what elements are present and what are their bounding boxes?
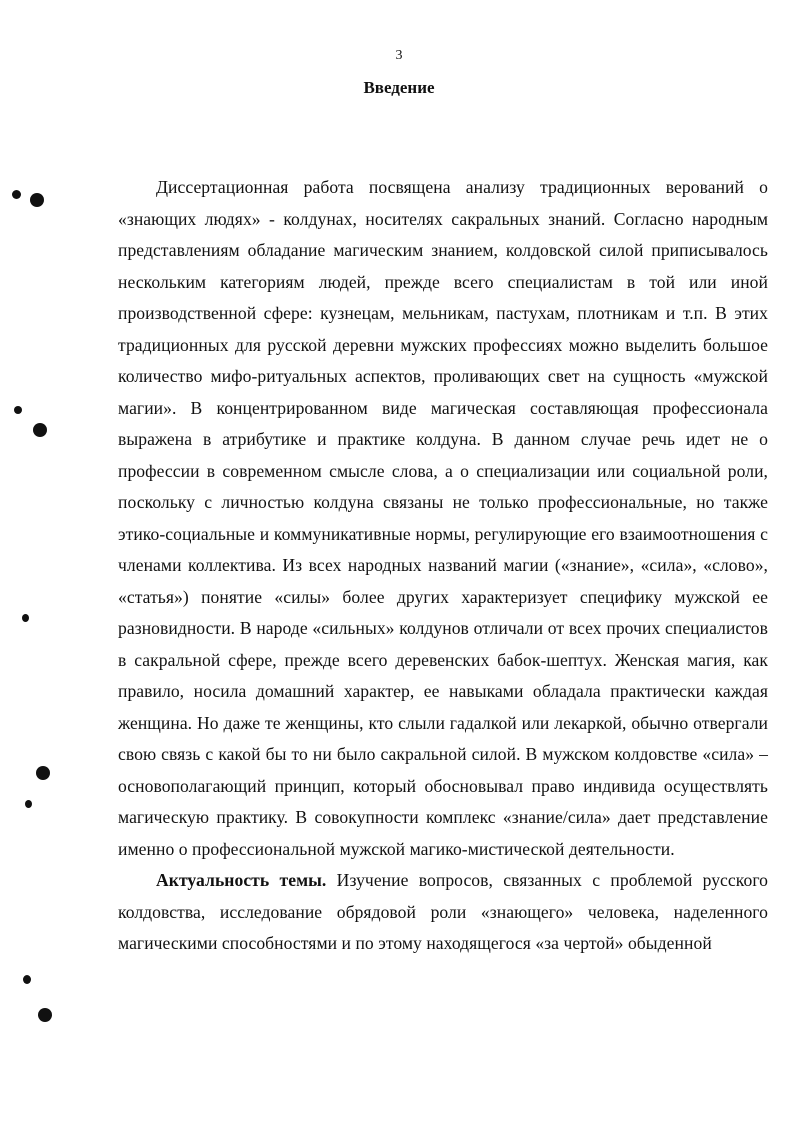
- page-number: 3: [395, 48, 403, 63]
- scan-mark: [14, 406, 22, 414]
- scan-mark: [38, 1008, 52, 1022]
- scan-mark: [25, 800, 32, 808]
- scan-mark: [23, 975, 31, 984]
- scan-mark: [30, 193, 44, 207]
- paragraph-lead-bold: Актуальность темы.: [156, 870, 327, 890]
- section-heading: Введение: [363, 78, 435, 97]
- body-text: [118, 172, 768, 960]
- scan-mark: [33, 423, 47, 437]
- paragraph-relevance: [118, 865, 768, 960]
- paragraph-relevance-text: Изучение вопросов, связанных с проблемой русского колдовства, исследование обрядовой роли «знающего» человека, наделенного магическими способностями и по этому находящегося «за чертой» обыденной: [118, 870, 768, 953]
- scan-mark: [12, 190, 21, 199]
- scan-mark: [22, 614, 29, 622]
- scan-mark: [36, 766, 50, 780]
- paragraph-intro: Диссертационная работа посвящена анализу традиционных верований о «знающих людях» - колдунах, носителях сакральных знаний. Согласно народным представлениям обладание магическим знанием, колдовской силой приписывалось нескольким категориям людей, прежде всего специалистам в той или иной производственной сфере: кузнецам, мельникам, пастухам, плотникам и т.п. В этих традиционных для русской деревни мужских профессиях можно выделить большое количество мифо-ритуальных аспектов, проливающих свет на сущность «мужской магии». В концентрированном виде магическая составляющая профессионала выражена в атрибутике и практике колдуна. В данном случае речь идет не о профессии в современном смысле слова, а о специализации или социальной роли, поскольку с личностью колдуна связаны не только профессиональные, но также этико-социальные и коммуникативные нормы, регулирующие его взаимоотношения с членами коллектива. Из всех народных названий магии («знание», «сила», «слово», «статья») понятие «силы» более других характеризует специфику мужской ее разновидности. В народе «сильных» колдунов отличали от всех прочих специалистов в сакральной сфере, прежде всего деревенских бабок-шептух. Женская магия, как правило, носила домашний характер, ее навыками обладала практически каждая женщина. Но даже те женщины, кто слыли гадалкой или лекаркой, обычно отвергали свою связь с какой бы то ни было сакральной силой. В мужском колдовстве «сила» – основополагающий принцип, который обосновывал право индивида осуществлять магическую практику. В совокупности комплекс «знание/сила» дает представление именно о профессиональной мужской магико-мистической деятельности.: [118, 177, 768, 859]
